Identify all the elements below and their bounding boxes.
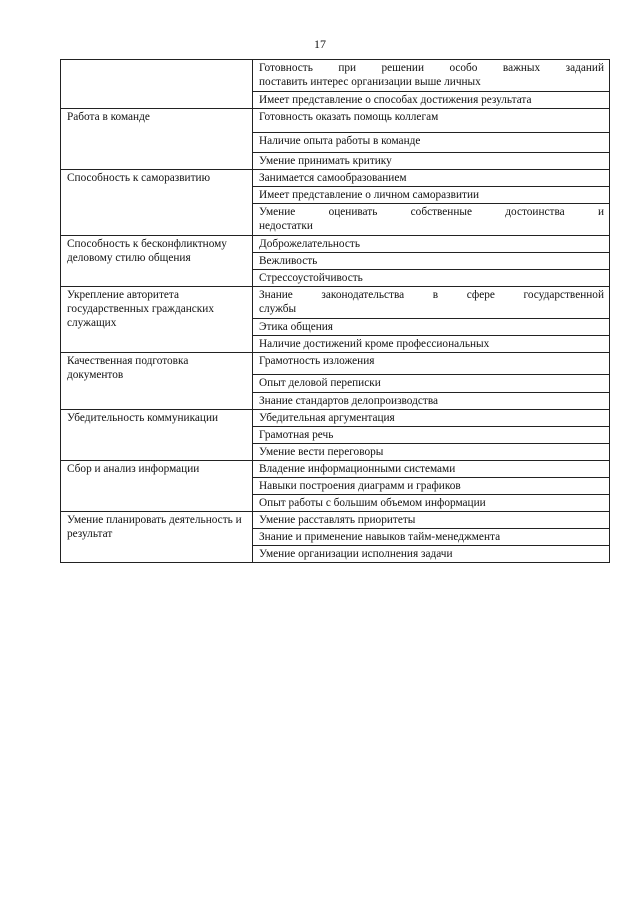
table-row bbox=[61, 60, 610, 92]
competency-cell: Укрепление авторитета государственных гражданских служащих bbox=[61, 287, 253, 353]
indicator-line: Грамотность изложения bbox=[259, 355, 375, 367]
indicator-line: Умение оценивать собственные достоинства и bbox=[259, 206, 604, 218]
indicator-cell bbox=[253, 375, 610, 393]
indicator-cell bbox=[253, 546, 610, 563]
indicator-line: Наличие опыта работы в команде bbox=[259, 135, 421, 147]
indicator-cell bbox=[253, 444, 610, 461]
page-number: 17 bbox=[314, 37, 326, 51]
indicator-line: поставить интерес организации выше личных bbox=[259, 76, 481, 88]
indicator-line: Грамотная речь bbox=[259, 429, 334, 441]
indicator-line: Убедительная аргументация bbox=[259, 412, 395, 424]
indicator-line: Наличие достижений кроме профессиональных bbox=[259, 338, 490, 350]
table-row bbox=[61, 287, 610, 319]
competency-cell: Способность к саморазвитию bbox=[61, 170, 253, 236]
indicator-cell bbox=[253, 353, 610, 375]
table-row bbox=[61, 461, 610, 478]
competency-cell: Способность к бесконфликтному деловому стилю общения bbox=[61, 236, 253, 287]
indicator-cell bbox=[253, 153, 610, 170]
competency-cell: Качественная подготовка документов bbox=[61, 353, 253, 410]
indicator-line: Умение вести переговоры bbox=[259, 446, 384, 458]
indicator-cell bbox=[253, 512, 610, 529]
table-row bbox=[61, 236, 610, 253]
indicator-cell bbox=[253, 319, 610, 336]
competency-cell: Работа в команде bbox=[61, 109, 253, 170]
indicator-cell bbox=[253, 478, 610, 495]
indicator-cell bbox=[253, 170, 610, 187]
indicator-cell bbox=[253, 410, 610, 427]
indicator-cell bbox=[253, 529, 610, 546]
indicator-line: Имеет представление о способах достижения результата bbox=[259, 94, 532, 106]
competency-cell bbox=[61, 60, 253, 109]
indicator-line: Умение принимать критику bbox=[259, 155, 392, 167]
indicator-line: Знание стандартов делопроизводства bbox=[259, 395, 439, 407]
indicator-line: Имеет представление о личном саморазвитии bbox=[259, 189, 480, 201]
indicator-line: Вежливость bbox=[259, 255, 318, 267]
indicator-cell bbox=[253, 393, 610, 410]
indicator-cell bbox=[253, 336, 610, 353]
indicator-line: Владение информационными системами bbox=[259, 463, 456, 475]
indicator-line: Опыт работы с большим объемом информации bbox=[259, 497, 486, 509]
indicator-cell bbox=[253, 253, 610, 270]
table-row bbox=[61, 410, 610, 427]
indicator-line: Знание и применение навыков тайм-менеджмента bbox=[259, 531, 501, 543]
indicator-line: Навыки построения диаграмм и графиков bbox=[259, 480, 461, 492]
indicator-cell bbox=[253, 427, 610, 444]
indicator-cell bbox=[253, 287, 610, 319]
indicator-line: Доброжелательность bbox=[259, 238, 360, 250]
indicator-line: Знание законодательства в сфере государственной bbox=[259, 289, 604, 301]
indicator-line: Этика общения bbox=[259, 321, 333, 333]
table-row bbox=[61, 353, 610, 375]
indicator-line: Опыт деловой переписки bbox=[259, 377, 381, 389]
indicator-cell bbox=[253, 109, 610, 133]
competency-cell: Сбор и анализ информации bbox=[61, 461, 253, 512]
indicator-line: Умение организации исполнения задачи bbox=[259, 548, 453, 560]
competency-cell: Убедительность коммуникации bbox=[61, 410, 253, 461]
indicator-line: Занимается самообразованием bbox=[259, 172, 407, 184]
table-row bbox=[61, 512, 610, 529]
competency-table bbox=[60, 59, 610, 563]
indicator-line: Готовность оказать помощь коллегам bbox=[259, 111, 439, 123]
indicator-cell bbox=[253, 60, 610, 92]
indicator-cell bbox=[253, 92, 610, 109]
indicator-cell bbox=[253, 236, 610, 253]
competency-cell: Умение планировать деятельность и результат bbox=[61, 512, 253, 563]
indicator-cell bbox=[253, 461, 610, 478]
indicator-line: Стрессоустойчивость bbox=[259, 272, 363, 284]
indicator-cell bbox=[253, 133, 610, 153]
indicator-line: Умение расставлять приоритеты bbox=[259, 514, 416, 526]
indicator-cell bbox=[253, 187, 610, 204]
indicator-line: службы bbox=[259, 303, 297, 315]
indicator-cell bbox=[253, 495, 610, 512]
indicator-cell bbox=[253, 204, 610, 236]
table-row bbox=[61, 170, 610, 187]
table-row bbox=[61, 109, 610, 133]
indicator-line: Готовность при решении особо важных заданий bbox=[259, 62, 604, 74]
indicator-cell bbox=[253, 270, 610, 287]
indicator-line: недостатки bbox=[259, 220, 313, 232]
